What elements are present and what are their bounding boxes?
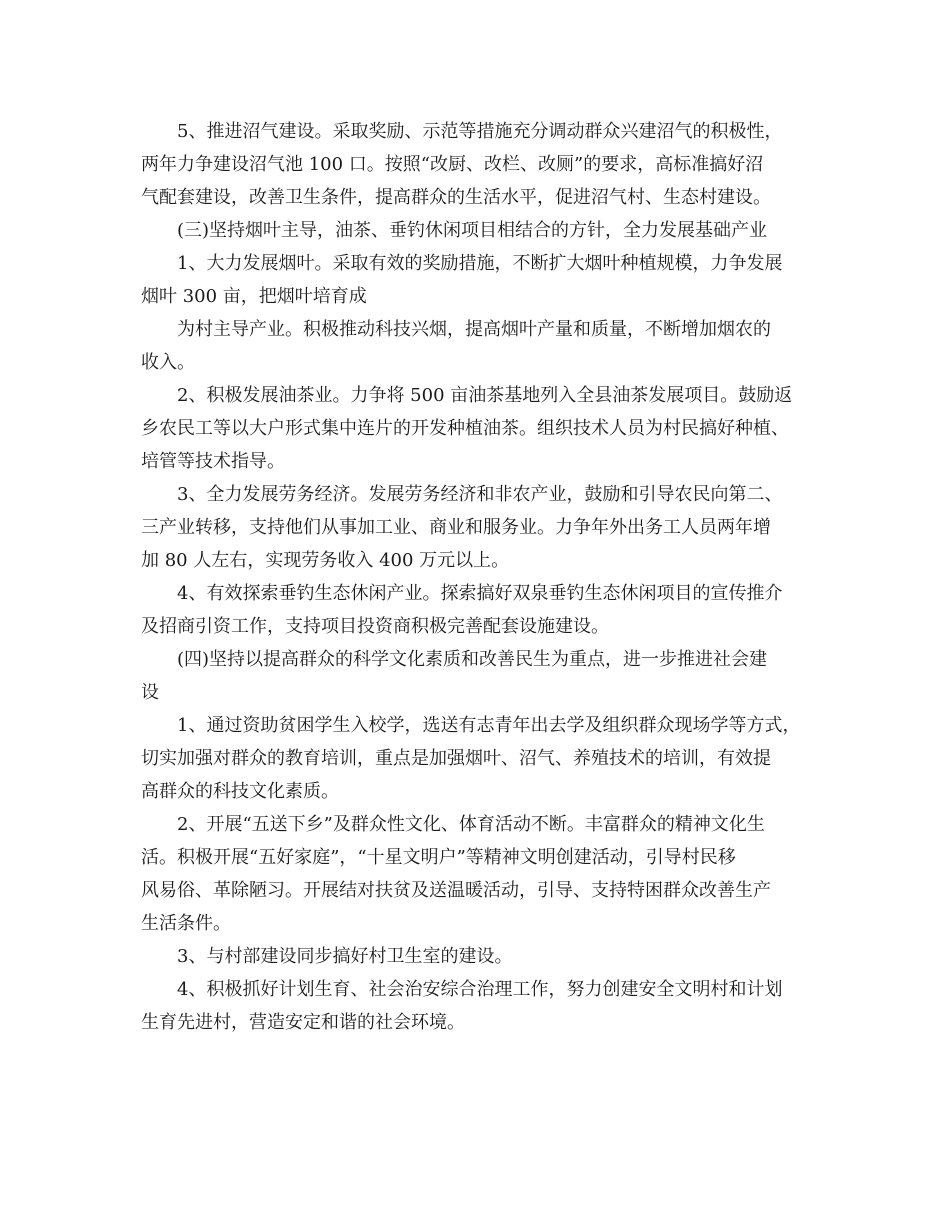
text-line: 三产业转移，支持他们从事加工业、商业和服务业。力争年外出务工人员两年增: [141, 517, 771, 538]
text-line: 风易俗、革除陋习。开展结对扶贫及送温暖活动，引导、支持特困群众改善生产: [141, 880, 771, 901]
text-line: 及招商引资工作，支持项目投资商积极完善配套设施建设。: [141, 616, 609, 637]
text-line: 设: [141, 682, 159, 703]
text-line: 生育先进村，营造安定和谐的社会环境。: [141, 1012, 465, 1033]
section-heading: (四)坚持以提高群众的科学文化素质和改善民生为重点，进一步推进社会建: [177, 649, 768, 670]
text-line: 4、积极抓好计划生育、社会治安综合治理工作，努力创建安全文明村和计划: [177, 979, 783, 1000]
document-body: [141, 115, 811, 1039]
text-line: 1、大力发展烟叶。采取有效的奖励措施，不断扩大烟叶种植规模，力争发展: [177, 253, 783, 274]
text-line: 乡农民工等以大户形式集中连片的开发种植油茶。组织技术人员为村民搞好种植、: [141, 418, 789, 439]
text-line: 烟叶 300 亩，把烟叶培育成: [141, 286, 367, 307]
text-line: 活。积极开展“五好家庭”，“十星文明户”等精神文明创建活动，引导村民移: [141, 847, 736, 868]
text-line: 为村主导产业。积极推动科技兴烟，提高烟叶产量和质量，不断增加烟农的: [177, 319, 771, 340]
text-line: 切实加强对群众的教育培训，重点是加强烟叶、沼气、养殖技术的培训，有效提: [141, 748, 771, 769]
text-line: 3、与村部建设同步搞好村卫生室的建设。: [177, 946, 513, 967]
text-line: 高群众的科技文化素质。: [141, 781, 339, 802]
text-line: 加 80 人左右，实现劳务收入 400 万元以上。: [141, 550, 510, 571]
text-line: 生活条件。: [141, 913, 231, 934]
section-heading: (三)坚持烟叶主导，油茶、垂钓休闲项目相结合的方针，全力发展基础产业: [177, 220, 768, 241]
text-line: 收入。: [141, 352, 195, 373]
text-line: 培管等技术指导。: [141, 451, 285, 472]
text-line: 5、推进沼气建设。采取奖励、示范等措施充分调动群众兴建沼气的积极性，: [177, 121, 783, 142]
text-line: 气配套建设，改善卫生条件，提高群众的生活水平，促进沼气村、生态村建设。: [141, 187, 771, 208]
text-line: 2、积极发展油茶业。力争将 500 亩油茶基地列入全县油茶发展项目。鼓励返: [177, 385, 793, 406]
text-line: 3、全力发展劳务经济。发展劳务经济和非农产业，鼓励和引导农民向第二、: [177, 484, 783, 505]
text-line: 4、有效探索垂钓生态休闲产业。探索搞好双泉垂钓生态休闲项目的宣传推介: [177, 583, 783, 604]
text-line: 2、开展“五送下乡”及群众性文化、体育活动不断。丰富群众的精神文化生: [177, 814, 765, 835]
text-line: 两年力争建设沼气池 100 口。按照“改厨、改栏、改厕”的要求，高标准搞好沼: [141, 154, 764, 175]
text-line: 1、通过资助贫困学生入校学，选送有志青年出去学及组织群众现场学等方式，: [177, 715, 801, 736]
